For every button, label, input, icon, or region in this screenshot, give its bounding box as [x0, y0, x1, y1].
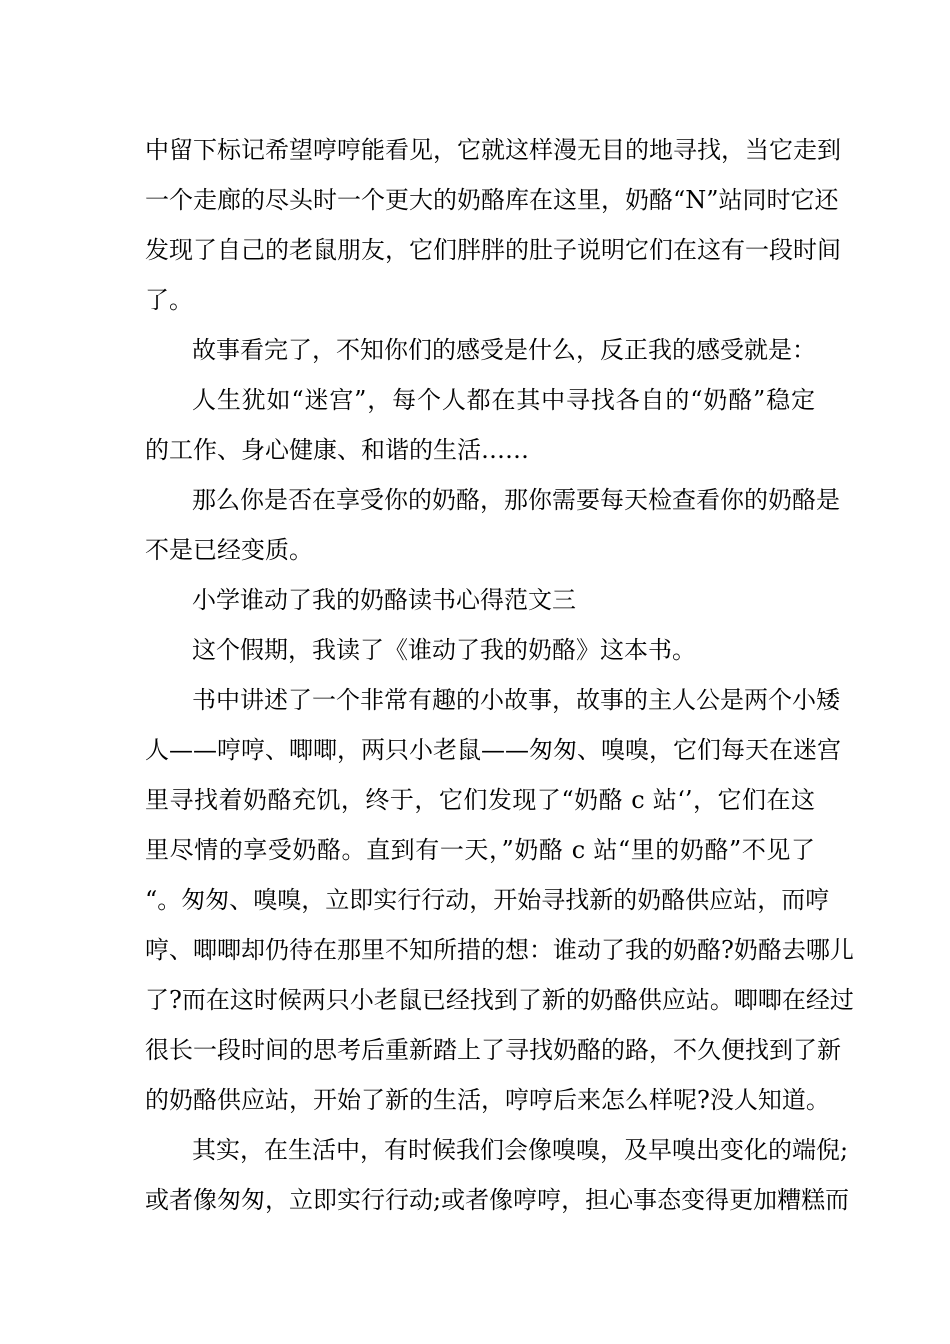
text-line: 那么你是否在享受你的奶酪，那你需要每天检查看你的奶酪是: [192, 486, 840, 514]
text-line: 了?而在这时候两只小老鼠已经找到了新的奶酪供应站。唧唧在经过: [145, 986, 854, 1014]
text-line: 里尽情的享受奶酪。直到有一天，”奶酪 c 站“里的奶酪”不见了: [145, 836, 815, 864]
text-line: 其实，在生活中，有时候我们会像嗅嗅，及早嗅出变化的端倪;: [192, 1136, 849, 1164]
section-heading: 小学谁动了我的奶酪读书心得范文三: [192, 586, 576, 614]
text-line: 的奶酪供应站，开始了新的生活，哼哼后来怎么样呢?没人知道。: [145, 1086, 830, 1114]
text-line: 里寻找着奶酪充饥，终于，它们发现了“奶酪 c 站‘’，它们在这: [145, 786, 815, 814]
text-line: 发现了自己的老鼠朋友，它们胖胖的肚子说明它们在这有一段时间: [145, 236, 841, 264]
text-line: 一个走廊的尽头时一个更大的奶酪库在这里，奶酪“N”站同时它还: [145, 186, 839, 214]
text-line: 或者像匆匆，立即实行行动;或者像哼哼，担心事态变得更加糟糕而: [145, 1186, 850, 1214]
text-line: “。匆匆、嗅嗅，立即实行行动，开始寻找新的奶酪供应站，而哼: [145, 886, 830, 914]
text-line: 人生犹如“迷宫”，每个人都在其中寻找各自的“奶酪”稳定: [192, 386, 815, 414]
text-line: 不是已经变质。: [145, 536, 313, 564]
text-line: 了。: [145, 286, 193, 314]
text-line: 的工作、身心健康、和谐的生活……: [145, 436, 529, 464]
text-line: 很长一段时间的思考后重新踏上了寻找奶酪的路，不久便找到了新: [145, 1036, 841, 1064]
text-line: 这个假期，我读了《谁动了我的奶酪》这本书。: [192, 636, 696, 664]
text-line: 书中讲述了一个非常有趣的小故事，故事的主人公是两个小矮: [192, 686, 840, 714]
text-line: 故事看完了，不知你们的感受是什么，反正我的感受就是：: [192, 336, 816, 364]
text-line: 人——哼哼、唧唧，两只小老鼠——匆匆、嗅嗅，它们每天在迷宫: [145, 736, 841, 764]
text-line: 中留下标记希望哼哼能看见，它就这样漫无目的地寻找，当它走到: [145, 136, 841, 164]
text-line: 哼、唧唧却仍待在那里不知所措的想：谁动了我的奶酪?奶酪去哪儿: [145, 936, 854, 964]
